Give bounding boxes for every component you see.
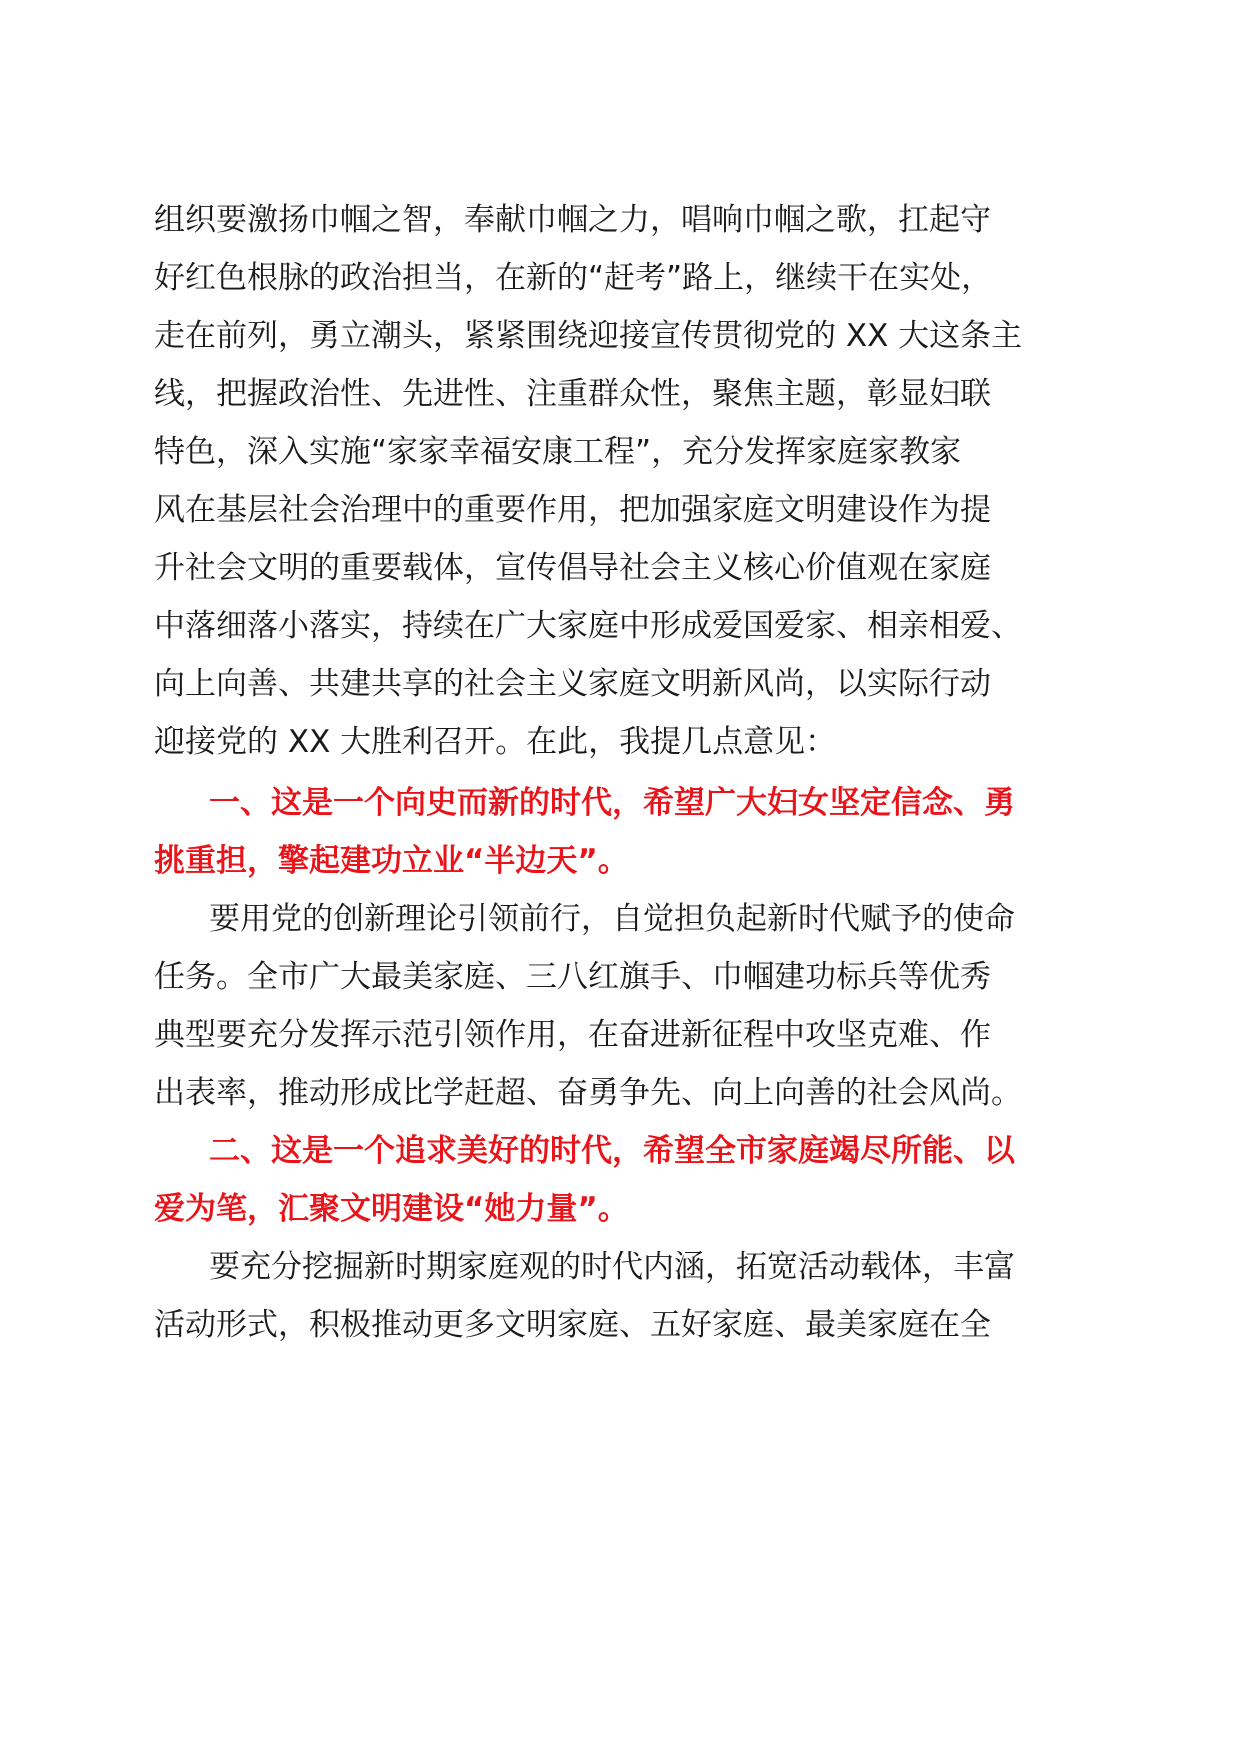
- section-heading-line: 一、这是一个向史而新的时代，希望广大妇女坚定信念、勇: [209, 785, 1015, 821]
- body-line: 出表率，推动形成比学赶超、奋勇争先、向上向善的社会风尚。: [154, 1075, 1022, 1111]
- body-line: 活动形式，积极推动更多文明家庭、五好家庭、最美家庭在全: [154, 1307, 991, 1343]
- body-line: 任务。全市广大最美家庭、三八红旗手、巾帼建功标兵等优秀: [154, 959, 991, 995]
- section-heading-line: 二、这是一个追求美好的时代，希望全市家庭竭尽所能、以: [209, 1133, 1015, 1169]
- body-line: 线，把握政治性、先进性、注重群众性，聚焦主题，彰显妇联: [154, 376, 991, 412]
- body-line: 向上向善、共建共享的社会主义家庭文明新风尚，以实际行动: [154, 666, 991, 702]
- body-line: 迎接党的 XX 大胜利召开。在此，我提几点意见：: [154, 724, 837, 760]
- body-line: 走在前列，勇立潮头，紧紧围绕迎接宣传贯彻党的 XX 大这条主: [154, 318, 1023, 354]
- body-line: 风在基层社会治理中的重要作用，把加强家庭文明建设作为提: [154, 492, 991, 528]
- body-line: 升社会文明的重要载体，宣传倡导社会主义核心价值观在家庭: [154, 550, 991, 586]
- body-line: 要充分挖掘新时期家庭观的时代内涵，拓宽活动载体，丰富: [209, 1249, 1015, 1285]
- body-line: 要用党的创新理论引领前行，自觉担负起新时代赋予的使命: [209, 901, 1015, 937]
- body-line: 好红色根脉的政治担当，在新的“赶考”路上，继续干在实处，: [154, 260, 993, 296]
- body-line: 中落细落小落实，持续在广大家庭中形成爱国爱家、相亲相爱、: [154, 608, 1022, 644]
- body-line: 典型要充分发挥示范引领作用，在奋进新征程中攻坚克难、作: [154, 1017, 991, 1053]
- body-line: 组织要激扬巾帼之智，奉献巾帼之力，唱响巾帼之歌，扛起守: [154, 202, 991, 238]
- section-heading-line: 爱为笔，汇聚文明建设“她力量”。: [154, 1191, 629, 1227]
- body-line: 特色，深入实施“家家幸福安康工程”，充分发挥家庭家教家: [154, 434, 962, 470]
- section-heading-line: 挑重担，擎起建功立业“半边天”。: [154, 843, 629, 879]
